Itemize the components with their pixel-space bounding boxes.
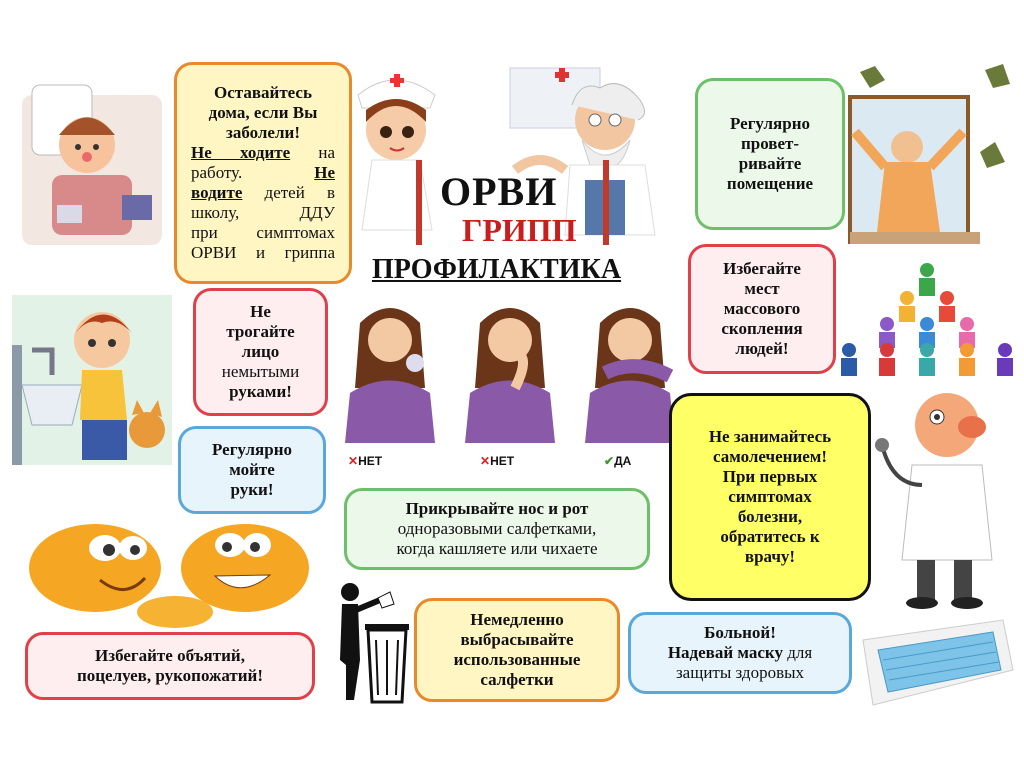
tip-wear-mask: Больной! Надевай маску для защиты здоровых bbox=[628, 612, 852, 694]
open-window-illustration bbox=[845, 62, 1020, 247]
tip-stay-home: Оставайтесь дома, если Вы заболели! Не ходите на работу. Не водите детей в школу, ДДУ при симптомах ОРВИ и гриппа bbox=[174, 62, 352, 284]
tip-wash-hands: Регулярно мойте руки! bbox=[178, 426, 326, 514]
tip-avoid-crowds: Избегайте мест массового скопления людей! bbox=[688, 244, 836, 374]
cross-icon: ✕ bbox=[480, 454, 491, 468]
cough-label-wrong-2: ✕НЕТ bbox=[480, 454, 515, 468]
smileys-handshake-illustration bbox=[25, 520, 310, 632]
checkmark-icon: ✔ bbox=[604, 454, 615, 468]
cough-label-wrong-1: ✕НЕТ bbox=[348, 454, 383, 468]
tip-dispose-tissues: Немедленно выбрасывайте использованные салфетки bbox=[414, 598, 620, 702]
tip-dont-touch-face: Не трогайте лицо немытыми руками! bbox=[193, 288, 328, 416]
tip-avoid-hugs: Избегайте объятий, поцелуев, рукопожатий! bbox=[25, 632, 315, 700]
title-gripp: ГРИПП bbox=[462, 212, 577, 248]
cough-etiquette-illustration bbox=[335, 298, 680, 448]
subtitle-profilaktika: ПРОФИЛАКТИКА bbox=[372, 254, 622, 285]
sick-child-illustration bbox=[12, 75, 172, 250]
crowd-pyramid-illustration bbox=[835, 258, 1020, 378]
tip-cover-nose-mouth: Прикрывайте нос и рот одноразовыми салфетками, когда кашляете или чихаете bbox=[344, 488, 650, 570]
cough-label-right: ✔ДА bbox=[604, 454, 632, 468]
trash-bin-illustration bbox=[330, 580, 410, 705]
doctor-stethoscope-illustration bbox=[872, 385, 1017, 615]
mask-box-illustration bbox=[853, 610, 1018, 710]
tip-ventilate: Регулярно провет- ривайте помещение bbox=[695, 78, 845, 230]
title-orvi: ОРВИ bbox=[440, 169, 558, 214]
cross-icon: ✕ bbox=[348, 454, 359, 468]
boy-washing-hands-illustration bbox=[12, 295, 172, 465]
tip-no-self-treatment: Не занимайтесь самолечением! При первых симптомах болезни, обратитесь к врачу! bbox=[669, 393, 871, 601]
